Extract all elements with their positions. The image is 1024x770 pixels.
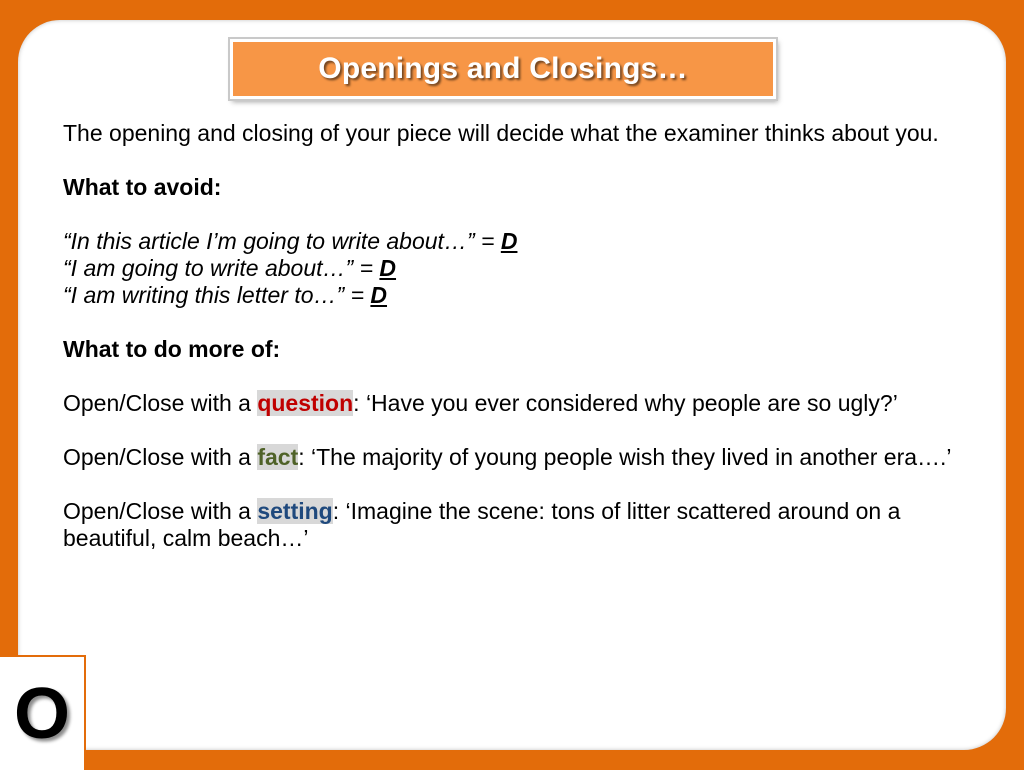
do-example: : ‘The majority of young people wish they lived in another era….’: [298, 444, 952, 470]
avoid-item: [63, 255, 963, 282]
avoid-quote: “In this article I’m going to write about…” =: [63, 228, 501, 254]
keyword-question: question: [257, 390, 354, 416]
avoid-item: [63, 228, 963, 255]
grade-label: D: [500, 228, 518, 254]
avoid-item: [63, 282, 963, 309]
grade-label: D: [379, 255, 397, 281]
keyword-fact: fact: [257, 444, 299, 470]
do-item-setting: [63, 498, 963, 552]
keyword-setting: setting: [257, 498, 333, 524]
do-item-fact: [63, 444, 963, 471]
badge-letter: O: [13, 673, 70, 754]
avoid-heading: What to avoid:: [63, 174, 222, 200]
do-prefix: Open/Close with a: [63, 390, 258, 416]
slide-content: [63, 120, 963, 552]
intro-text: The opening and closing of your piece will decide what the examiner thinks about you.: [63, 120, 939, 146]
do-example: : ‘Have you ever considered why people are so ugly?’: [353, 390, 898, 416]
do-example: : ‘Imagine the scene: tons of litter scattered around on a beautiful, calm beach…’: [63, 498, 901, 551]
avoid-quote: “I am going to write about…” =: [63, 255, 380, 281]
title-box: [230, 39, 776, 99]
section-badge: [0, 655, 86, 770]
do-prefix: Open/Close with a: [63, 498, 258, 524]
do-heading: What to do more of:: [63, 336, 281, 362]
avoid-quote: “I am writing this letter to…” =: [63, 282, 371, 308]
slide-title: Openings and Closings…: [318, 52, 688, 85]
do-item-question: [63, 390, 963, 417]
do-prefix: Open/Close with a: [63, 444, 258, 470]
grade-label: D: [370, 282, 388, 308]
